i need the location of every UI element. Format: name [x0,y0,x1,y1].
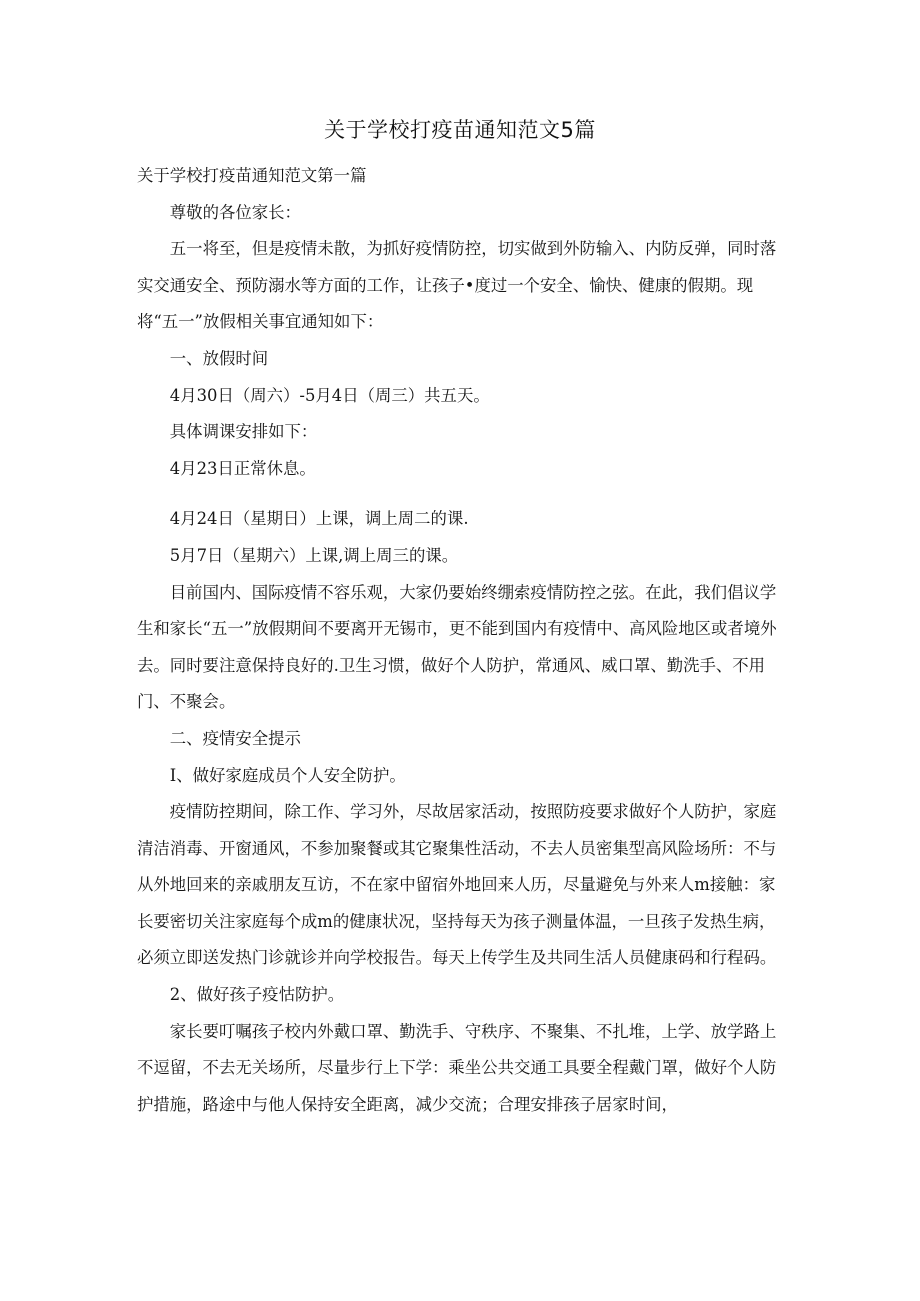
document-title: 关于学校打疫苗通知范文5篇 [324,118,596,142]
paragraph-intro: 五一将至，但是疫情未散，为抓好疫情防控，切实做到外防输入、内防反弹，同时落实交通安全、预防溺水等方面的工作，让孩子•度过一个安全、愉快、健康的假期。现将“五一”放假相关事宜通知如下： [137,239,777,332]
document-body [137,158,783,1123]
salutation: 尊敬的各位家长： [169,202,301,222]
heading-holiday-time: 一、放假时间 [169,348,269,368]
paragraph-holiday-dates: 4月30日（周六）-5月4日（周三）共五天。 [169,385,490,405]
paragraph-schedule-apr24: 4月24日（星期日）上课，调上周二的课. [169,509,469,529]
heading-child-protection: 2、做好孩子疫怙防护。 [169,985,345,1005]
paragraph-schedule-intro: 具体调课安排如下： [169,422,318,442]
heading-safety-tips: 二、疫情安全提示 [169,728,301,748]
heading-family-protection: I、做好家庭成员个人安全防护。 [169,765,406,785]
paragraph-epidemic-situation: 目前国内、国际疫情不容乐观，大家仍要始终绷索疫情防控之弦。在此，我们倡议学生和家长“五一”放假期间不要离开无锡市，更不能到国内有疫情中、高风险地区或者境外去。同时要注意保持良好的.卫生习惯，做好个人防护，常通风、威口罩、勤洗手、不用门、不聚会。 [137,582,777,712]
paragraph-child-protection: 家长要叮嘱孩子校内外戴口罩、勤洗手、守秩序、不聚集、不扎堆，上学、放学路上不逗留，不去无关场所，尽量步行上下学：乘坐公共交通工具要全程戴门罩，做好个人防护措施，路途中与他人保持安全距离，减少交流；合理安排孩子居家时间， [137,1021,777,1114]
section-heading: 关于学校打疫苗通知范文第一篇 [137,166,367,185]
paragraph-family-protection: 疫情防控期间，除工作、学习外，尽故居家活动，按照防疫要求做好个人防护，家庭清洁消毒、开窗通风，不参加聚餐或其它聚集性活动，不去人员密集型高风险场所：不与从外地回来的亲戚朋友互访，不在家中留宿外地回来人历，尽量避免与外来人m接触：家长要密切关注家庭每个成m的健康状况，坚持每天为孩子测量体温，一旦孩子发热生病，必须立即送发热门诊就诊并向学校报告。每天上传学生及共同生活人员健康码和行程码。 [137,802,777,968]
paragraph-schedule-apr23: 4月23日正常休息。 [169,458,316,478]
paragraph-schedule-may7: 5月7日（星期六）上课,调上周三的课。 [169,545,459,565]
